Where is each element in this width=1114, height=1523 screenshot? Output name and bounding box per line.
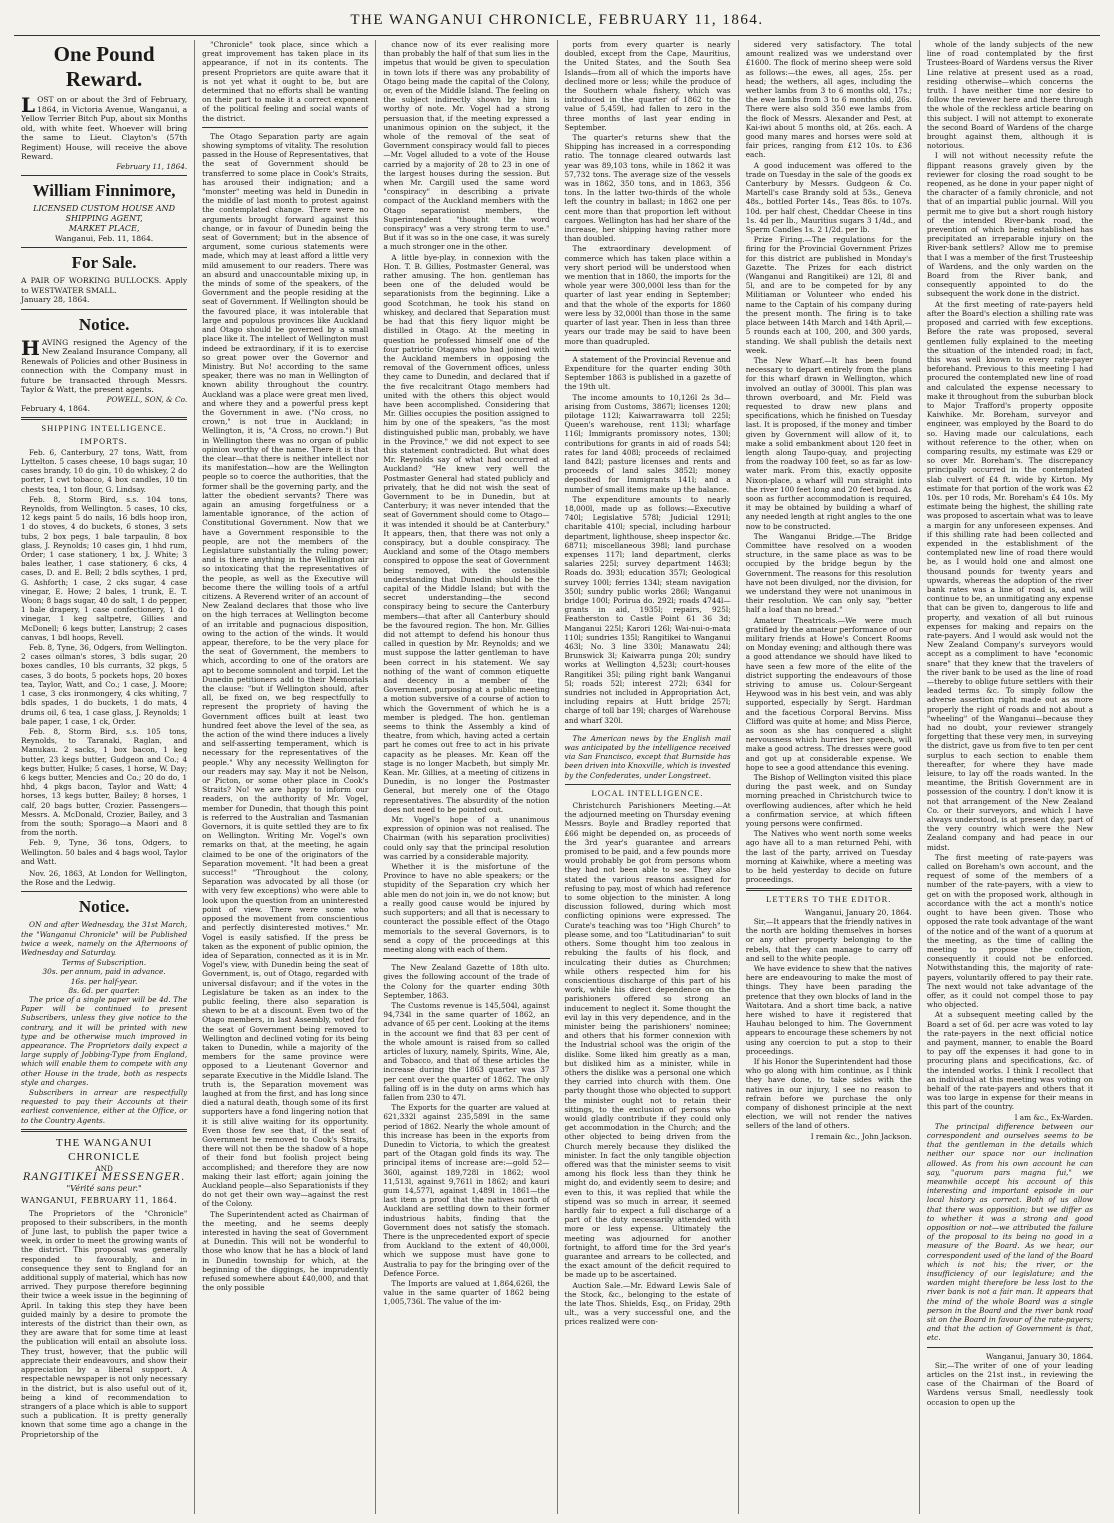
terms-arrears: Subscribers in arrear are respectfully requested to pay their Accounts at their earliest convenience, either at the Office, or to the Country Agents. [21, 1088, 188, 1125]
article-paragraph: The quarter's returns shew that the Shipping has increased in a corresponding ratio. The tonnage cleared outwards last year was 89,103 tons, while in 1862 it was 57,732 tons. The average size of the vessels was in 1862, 350 tons, and in 1863, 356 tons. In the latter two-thirds of the whole left the country in ballast; in 1862 one per cent more than that proportion left without cargoes. Wellington has had her share of the increase, her shipping having rather more than doubled. [564, 133, 731, 244]
notice2-title: Notice. [78, 897, 130, 917]
finnimore-ad-sub2: MARKET PLACE, [68, 223, 140, 233]
article-paragraph: The Natives who went north some weeks ago have all to a man returned Pehi, with the last of the party, arrived on Tuesday morning at Kaiwhike, where a meeting was to be held yesterday to decide on future proceedings. [745, 829, 912, 885]
article-paragraph: The Customs revenue is 145,504l, against 94,734l in the same quarter of 1862, an advance of 65 per cent. Looking at the items in the account we find that 83 per cent of the whole amount is raised from so called articles of luxury, namely, Spirits, Wine, Ale, and Tobacco, and that of these articles the increase during the 1863 quarter was 37 per cent over the quarter of 1862. The only falling off is in the duty on arms which has fallen from 230 to 47l. [383, 1000, 550, 1102]
letters-heading: LETTERS TO THE EDITOR. [766, 894, 892, 905]
article-paragraph: The Superintendent acted as Chairman of the meeting, and he seems deeply interested in having the seat of Government at Dunedin. This will not be wonderful to those who know that he has a block of land in Dunedin township for which, at the beginning of the diggings, he imprudently refused somewhere about £40,000, and that the only possible [202, 1209, 369, 1293]
import-entry: Feb. 8, Storm Bird, s.s. 105 tons, Reynolds, to Taranaki, Raglan, and Manukau. 2 sacks, 1 box bacon, 1 keg butter, 23 kegs butter, Gudgeon and Co.; 4 kegs butter, Hulke; 5 cases, 1 horse, W. Day; 6 kegs butter, Mencies and Co.; 20 do do, 1 hhd, 4 pkgs bacon, Taylor and Watt; 4 horses, 13 kegs butter, Bailey; 8 horses, 1 calf, 20 bags butter, Crozier. Passengers—Messrs. A. McDonald, Crozier, Bailey, and 3 from the south; Sporago—a Maori and 8 from the north. [21, 726, 188, 838]
notice1-body [21, 335, 188, 395]
divider [565, 729, 731, 730]
letter-paragraph: If his Honor the Superintendent had those who go along with him continue, as I think they have done, to take sides with the natives in our injury, I see no reason to refrain before we purchase the only company of dishonest principle at the next election, we will not render the natives sellers of the land of others. [745, 1056, 912, 1131]
reward-ad-text: OST on or about the 3rd of February, 1864, in Victoria Avenue, Wanganui, a Yellow Terrier Bitch Pup, about six Months old, with white feet. Whoever will bring the same to Lieut. Clayton's (57th Regiment) House, will receive the above Reward. [21, 95, 188, 161]
notice1-sign: POWELL, SON, & Co. [106, 394, 188, 404]
sale-ad-body: A PAIR OF WORKING BULLOCKS. Apply to WESTWATER SMALL. [21, 276, 188, 295]
notice1-text: AVING resigned the Agency of the New Zealand Insurance Company, all Renewals of Policies and other Business in connection with the Company must in future be transacted through Messrs. Taylor & Watt, the present agents. [21, 337, 188, 395]
article-paragraph: The New Wharf.—It has been found necessary to depart entirely from the plans for this wharf drawn in Wellington, which involved an outlay of 3000l. This plan was thrown overboard, and Mr. Field was requested to draw new plans and specifications, which he finished on Tuesday last. It is proposed, if the money and timber given by Government will allow of it, to make a solid embankment about 120 feet in length along Taupo-quay, and projecting from the roadway 100 feet, so as far as low-water mark. From this, exactly opposite Nixon-place, a wharf will run straight into the river 100 feet long and 20 feet broad. As soon as further accommodation is required, it may be obtained by building a wharf of any needed length at right angles to the one now to be constructed. [745, 355, 912, 531]
article-paragraph: The Bishop of Wellington visited this place during the past week, and on Sunday morning preached in Christchurch twice to overflowing audiences, after which he held a confirmation service, at which fifteen young persons were confirmed. [745, 773, 912, 829]
divider [565, 350, 731, 351]
column-5 [739, 40, 920, 1514]
divider [746, 888, 912, 891]
article-paragraph: Auction Sale.—Mr. Edward Lewis Sale of the Stock, &c., belonging to the estate of the late Thos. Shields, Esq., on Friday, 29th ult., was a very successful one, and the prices realized were con- [564, 1280, 731, 1327]
column-3 [376, 40, 557, 1514]
letter-paragraph: whole of the landy subjects of the new line of road contemplated by the first Trustees-Board of Wardens versus the River Line relative at present used as a road, residing otherwise—which concerns the truth. I have neither time nor desire to follow the reviewer here and there through the whole of the reckless article bearing on this subject. I will not attempt to exonerate the second Board of Wardens of the charge brought against them, although it is notorious. [926, 40, 1094, 151]
article-paragraph: Christchurch Parishioners Meeting.—At the adjourned meeting on Thursday evening Messrs. Boyle and Bradley reported that £66 might be depended on, as proceeds of the 3rd year's guarantee and arrears promised to be paid, and a few pounds more would probably be got from persons whom they had not been able to see. They also stated the various reasons assigned for refusing to pay, most of which had reference to some objection to the minister. A long discussion followed, during which most conflicting opinions were expressed. The Curate's teaching was too "High Church" to please some, and too "Latitudinarian" to suit others. Some thought him too zealous in rebuking the faults of his flock, and inculcating their duties as Churchmen; while others respected him for his conscientious discharge of this part of his work, while his direct dependence on the parishioners offered so strong an inducement to neglect it. Some thought the evil lay in this very dependence, and in the minister being the parishioners' nominee; and others that his former connexion with the Industrial school was the origin of the dislike. Some liked him greatly as a man, but disliked him as a minister, while in others the dislike was a personal one which they carried into church with them. One party thought those who objected to support the minister ought not to retain their sittings, to the exclusion of persons who would gladly contribute if they could only get accommodation in the Church; and the other objected to being driven from the Church merely because they disliked the minister. In fact the only tangible objection offered was that the minister seems to visit among his flock less than they think he might do, and evidently seem to desire; and even to this, it was replied that while the stipend was so much in arrear, it seemed hardly fair to expect a full discharge of a part of the duty necessarily attended with more or less expense. Ultimately the meeting was adjourned for another fortnight, to afford time for the 3rd year's guarantee and arrears to be collected, and the exact amount of the deficit required to be made up to be ascertained. [564, 801, 731, 1280]
article-paragraph: The Otago Separation party are again showing symptoms of vitality. The resolution passed in the House of Representatives, that the seat of Government should be transferred to some place in Cook's Straits, has aroused their indignation; and a "monster" meeting was held in Dunedin in the middle of last month to protest against the contemplated change. There were no arguments brought forward against this change, or in favour of Dunedin being the seat of Government; but in the absence of argument, some curious statements were made, which may at least afford a little very mild amusement to our readers. There was an absurd and unaccountable mixing up, in the minds of some of the speakers, of the Government and the people residing at the seat of Government. If Wellington should be the favoured place, it was intolerable that large and populous provinces like Auckland and Otago should be governed by a small place like it. The intellect of Wellington must indeed be extraordinary, if it is to exercise so great power over the Governor and Ministry. But No! according to the same speaker, there was no man in Wellington of known ability throughout the country. Auckland was a place were great men lived, and where they and a powerful press kept the Government in awe. ("No cross, no crown," is not true in Auckland; in Wellington, it is, "A Cross, no crown.") But in Wellington there was no organ of public opinion worthy of the name. There it is that the clear—that there is neither intellect nor its manifestation—how are the Wellington people so to coerce the authorities, that the former shall be the governing party, and the latter the obedient servants? There was again an amusing forgetfulness or a lamentable ignorance, of the action of Constitutional Government. Now that we have a Government responsible to the people, are not the members of the Legislature substantially the ruling power; and is there anything in the Wellington air so intoxicating that the representatives of the people, as well as the Executive will become there the willing tools of a artful citizens. A Reverend writer of an account of New Zealand declares that those who live on the high terraces at Wellington become of an irritable and pugnacious disposition, owing to the action of the winds. It would appear, therefore, to be the very place for the seat of Government, the members to which, according to one of the orators are apt to become somnolent and torpid. Let the Dunedin petitioners add to their Memorials the clause: "but if Wellington should, after all, be fixed on, we beg respectfully to represent the propriety of having the Government offices built at least two hundred feet above the level of the sea, as the action of the wind there induces a lively and self-asserting temperament, which is necessary for the representatives of the people." Why any necessity Wellington for our readers may say. May it not be Nelson, or Picton, or some other place in Cook's Straits? No! we are happy to inform our readers, on the authority of Mr. Vogel, member for Dunedin, that though this point is referred to the Australian and Tasmanian Governors, it is quite settled they are to fix on Wellington. Writing Mr. Vogel's own remarks on that, at the meeting, he again claimed to be one of the originators of the Separation movement. "It had been a great success!" "Throughout the colony, Separation was advocated by all those (or with very few exceptions) who were able to look upon the question from an uninterested point of view. There were some who opposed the movement from conscientious and perfectly disinterested motives." Mr. Vogel is easily satisfied. If the press be taken as the exponent of public opinion, the idea of Separation, connected as it is in Mr. Vogel's view, with Dunedin being the seat of Government, is, out of Otago, regarded with universal disfavour; and if the votes in the Legislature be taken as an index to the public feeling, there also separation is shewn to be at a discount. Even two of the Otago members, in last Assembly, voted for the seat of Government being removed to Wellington and declined voting for its being taken to Dunedin, while a majority of the members for the same province were opposed to a Lieutenant Governor and separate Executive in the Middle Island. The truth is, the Separation movement was laughed at from the first, and has long since died a natural death, though some of its first supporters have a fond lingering notion that it is still alive waiting for its opportunity. Even those few see that, if the seat of Government be removed to Cook's Straits, there will not then be the shadow of a hope of their fond but foolish project being accomplished; and therefore they are now making their last effort; again joining the Auckland people—also Separationists if they do not get their own way—against the rest of the Colony. [202, 131, 369, 1209]
article-paragraph: The Exports for the quarter are valued at 621,332l against 235,589l in the same period of 1862. Nearly the whole amount of this increase has been in the exports from Dunedin to Victoria, to which the greatest part of the Otagan gold finds its way. The principal items of increase are:—gold 52—360l, against 189,728l in 1862; wool 11,513l, against 9,761l in 1862; and kauri gum 14,577l, against 1,489l in 1861—the last item a proof that the natives north of Auckland are settling down to their former industrious habits, finding that the Government does not satisfy the stomach. There is the unprecedented export of specie from Auckland to the extent of 40,000l, which we suppose must have gone to Australia to pay for the bringing over of the Defence Force. [383, 1103, 550, 1278]
letter-paragraph: I will not without necessity refute the flippant reasons gravely given by the reviewer for closing the road sought to be reopened, as he done in your paper night of the character of a family chronicle, and not that of an impartial public journal. Will you permit me to give but a short rough history of the intended River-bank road, the prevention of which being established has precipitated an irreparable injury on the River-bank settlers? Allow me to premise that I was a member of the first Trusteeship of Wardens, and the only warden on the Board from the River bank, and consequently appointed to do the subsequent the work done in the district. [926, 151, 1094, 299]
newspaper-columns [14, 40, 1100, 1514]
column-2 [195, 40, 376, 1514]
article-paragraph: chance now of its ever realising more than probably the half of that sum lies in the impetus that would be given to speculation in town lots if there was any probability of Otago being made the capital of the Colony, or, even of the Middle Island. The feeling on the subject indirectly shown by him is worthy of note. Mr. Vogel had a strong persuasion that, if the meeting expressed a unanimous opinion on the subject, it the whole of the removal of the seat of Government conspiracy would fall to pieces—Mr. Vogel alluded to a vote of the House carried by a majority of 28 to 23 in one of the largest houses during the session. But when Mr. Cargill used the same word "conspiracy" in describing a private compact of the Auckland members with the Otago separationist members, the Superintendent "thought the word conspiracy" was a very strong term to use." But if it was so in the one case, it was surely a much stronger one in the other. [383, 40, 550, 252]
local-intelligence-heading: LOCAL INTELLIGENCE. [591, 787, 704, 798]
divider [383, 958, 549, 959]
divider [21, 175, 187, 176]
terms-heading: Terms of Subscription. [62, 958, 147, 968]
divider [21, 247, 187, 248]
letter-signature: I remain &c., John Jackson. [810, 1131, 912, 1141]
article-paragraph: The expenditure amounts to nearly 18,000l, made up as follows:—Executive 740l; Legislative 578l; Judicial 1291l; charitable 410l; special, including harbour department, lighthouse, sheep inspector &c. 6871l; miscellaneous 398l; land purchase expenses 117l; land department, clerks salaries 225l; survey department 1463l; Roads do. 393l; education 357l; Geological survey 100l; ferries 134l; steam navigation 350l; sundry public works 286l; Wanganui bridge 100l; Porirua do. 292l; roads 4744l—grants in aid, 1935l; repairs, 925l; Featherston to Castle Point 61 36 3d; Manganui 225l; Karori 126l; Wai-nui-o-mata 110l; sundries 135l; Rangitikei to Wanganui 463l; No. 3 line 330l; Manawatu 24l; Brunswick 3l; Kaiwarra punga 20l; sundry works at Wellington 4,523l; court-houses Rangitikei 35l; piling right bank Wanganui 5l; roads 52l; interest 272l; 634l for sundries not included in Appropriation Act, including repairs at Hutt bridge 257l; charge of toll bar 19l; charges of Warehouse and wharf 320l. [564, 494, 731, 725]
divider [21, 891, 187, 892]
paper-banner-sub: RANGITIKEI MESSENGER. [23, 1172, 186, 1184]
column-6 [920, 40, 1100, 1514]
article-paragraph: "Chronicle" took place, since which a great improvement has taken place in its appearance, if not in its contents. The present Proprietors are quite aware that it is not yet what it ought to be, but are determined that no efforts shall be wanting on their part to make it a correct exponent of the political feeling and social wants of the district. [202, 40, 369, 123]
letter-paragraph: At the first meeting of rate-payers held after the Board's election a shilling rate was proposed and carried with few exceptions. Before the rate was proposed, several gentlemen fully explained to the meeting the situation of the intended road; in fact, this was well known to every rate-payer beforehand. Previous to this meeting I had procured the contemplated new line of road and calculated the expense necessary to make it throughout from the suburban block to Major Trafford's property opposite Kaiwhike. Mr. Boreham, surveyor and engineer, was employed by the Board to do so. Having made our calculations, each without reference to the other, when on comparing results, my estimate was £29 or so over Mr. Boreham's. The discrepancy principally occurred in the contemplated slab culvert of £4 ft. wide by Kirton. My estimate for that portion of the work was £2 10s. per 10 rods, Mr. Boreham's £4 10s. My estimate being the highest, the shilling rate was proposed to ascertain what was to leave a margin for any unforeseen expenses. And if this shilling rate had been collected and expended in the establishment of the contemplated new line of road there would be, as I would hold one and almost one thousand pounds for twenty years and upwards, whereas the adoption of the river bank rates was a line of road is, and will continue to be, an unmitigating any expense that can be given to, dangerous to life and property, and vexation of all but ruinous expenses for making and repairs on the rate-payers. And I would ask would not the New Zealand Company's surveyors would accept as a compliment to have "economic snare" that they knew that the travelers of the river bank to be used as the line of road—thereby to oblige future settlers with their leaded terms &c. To simply follow the adverse assertion right made out as more properly the right of roads and not about a "wheeling" of the Wanganui—because they had no doubt, your reviewer strangely forgetting that these very men, in surveying the district, gave us from five to ten per cent surplus to each section to enable them thereafter, for where they have made leisure, to lay off the roads wanted. In the meantime, the British Government are in possession of the country. I don't know it is not that arrangement of the New Zealand Co. or their surveyors, and which I have always understood, is at present day, part of the very country which were the New Zealand company and had peace in our midst. [926, 299, 1094, 852]
divider [21, 309, 187, 310]
notice2-body: ON and after Wednesday, the 31st March, the "Wanganui Chronicle" will be Published twice a week, namely on the Afternoons of Wednesday and Saturday. [21, 920, 188, 957]
notice1-title: Notice. [78, 314, 130, 334]
article-paragraph: ports from every quarter is nearly doubled, except from the Cape, Mauritius, the United States, and the South Sea Islands—from all of which the imports have declined more or less; while the produce of the Southern whale fishery, which was introduced in the quarter of 1862 to the value of 5,459l, had fallen to zero in the three months of last year ending in September. [564, 40, 731, 132]
terms-item: 30s. per annum, paid in advance. [42, 967, 166, 977]
reward-ad-date: February 11, 1864. [116, 161, 188, 171]
sale-ad-title: For Sale. [71, 253, 137, 273]
letter-signature: I am &c., Ex-Warden. [1014, 1112, 1094, 1122]
shipping-heading: SHIPPING INTELLIGENCE. [41, 423, 167, 434]
finnimore-ad-title: William Finnimore, [32, 180, 176, 200]
paper-banner-and: AND [95, 1163, 113, 1173]
article-paragraph: The Imports are valued at 1,864,626l, the value in the same quarter of 1862 being 1,005,736l. The value of the im- [383, 1279, 550, 1307]
article-paragraph: sidered very satisfactory. The total amount realized was we understand over £1600. The flock of merino sheep were sold as follows:—the ewes, all ages, 25s. per head; the wethers, all ages, including the wether lambs from 3 to 6 months old, 17s.; the ewe lambs from 3 to 6 months old, 26s. There were also sold 350 ewe lambs from the flock of Messrs. Alexander and Pest, at Kai-iwi about 5 months old, at 26s. each. A good many mares and horses were sold at fair prices, ranging from £12 10s. to £36 each. [745, 40, 912, 160]
article-paragraph: Whether it is the misfortune of the Province to have no able speakers; or the stupidity of the Separation cry which her able men do not join in, we do not know; but a really good cause would be injured by such supporters; and all that is necessary to counteract the possible effect of the Otago memorials to the several Governors, is to send a copy of the proceedings at this meeting along with each of them. [383, 862, 550, 954]
terms-item: 8s. 6d. per quarter. [68, 985, 140, 995]
column-1 [14, 40, 195, 1514]
article-paragraph: Prize Firing.—The regulations for the firing for the Provincial Government Prizes for this district are published in Monday's Gazette. The Prizes for each district (Wanganui and Rangitikei) are 12l, 8l and 5l, and are to be competed for by any Militiaman or Volunteer who ended his name to the Captain of his company during the present month. The firing is to take place between 14th March and 14th April,—5 rounds each at 100, 200, and 300 yards, standing. We shall publish the details next week. [745, 235, 912, 355]
article-paragraph: A statement of the Provincial Revenue and Expenditure for the quarter ending 30th September 1863 is published in a gazette of the 19th ult. [564, 354, 731, 392]
column-4 [558, 40, 739, 1514]
article-paragraph: Mr. Vogel's hope of a unanimous expression of opinion was not realised. The Chairman (with his separation proclivities) could only say that the principal resolution was carried by a considerable majority. [383, 815, 550, 861]
article-paragraph: The income amounts to 10,126l 2s 3d—arising from Customs, 3867l; licenses 120l; pilotage 112l; Kaiwarrawarra toll 225l; Queen's warehouse, rent 113l; wharfage 116l; Immigrants promissory notes, 130l; contributions for grants in aid of roads 54l; rates for land 408l; proceeds of reclaimed land 842l; pasture licenses and rents and proceeds of land sales 3852l; money deposited for Immigrants 141l; and a number of small items make up the balance. [564, 392, 731, 494]
import-entry: Feb. 6, Canterbury, 27 tons, Watt, from Lyttelton. 5 cases cheese, 10 bags sugar, 10 cases brandy, 10 do gin, 10 do whiskey, 2 do porter, 1 cwt tobacco, 4 box candles, 10 tin chests tea, 1 ton flour, G. Lindsay. [21, 447, 188, 494]
letter-paragraph: The first meeting of rate-payers was called on Boreham's own account, and the request of some of the members of a number of the rate-payers, with a view to get on with the proposed work, although in accordance with the act a month's notice ought to have been given. Those who opposed the rate took advantage of the want of the notice and of the want of a quorum at the meeting, as the time of calling the meeting to propose the collection, consequently it could not be enforced. Notwithstanding this, the majority of rate-payers, voluntarily offered to pay their rate. The next would not take advantage of the offer, as it could not compel those to pay who objected. [926, 852, 1094, 1010]
letter-paragraph: At a subsequent meeting called by the Board a set of 6d. per acre was voted to lay the rate-payers in the next official notice and payment, manner, to enable the Board to pay off the expenses it had gone to in procuring plans and specifications, &c. of the intended works. I think I recollect that an individual at this meeting was voting on behalf of the rate-payers and others that it was too large in expense for their means in this part of the country. [926, 1010, 1094, 1112]
article-paragraph: The American news by the English mail was anticipated by the intelligence received via San Francisco, except that Burnside has been driven into Knoxville, which is invested by the Confederates, under Longstreet. [564, 733, 731, 780]
letter-date: Wanganui, January 30, 1864. [985, 1351, 1094, 1361]
drop-cap-H: H [21, 335, 40, 360]
divider [565, 784, 731, 785]
terms-note: The price of a single paper will be 4d. The Paper will be continued to present Subscribers, unless they give notice to the contrary, and it will be printed with new type and be otherwise much improved in appearance. The Proprietors daily expect a large supply of Jobbing-Type from England, which will enable them to compete with any other House in the trade, both as respects style and charges. [21, 994, 188, 1087]
import-entry: Feb. 9, Tyne, 36 tons, Odgers, to Wellington. 50 bales and 4 bags wool, Taylor and Watt. [21, 838, 188, 866]
article-paragraph: A good inducement was offered to the trade on Tuesday in the sale of the goods ex Canterbury by Messrs. Gudgeon & Co. Martell's case Brandy sold at 53s., Geneva 48s., bottled Porter 14s., Teas 86s. to 107s. 10d. per half chest, Cheddar Cheese in tins 1s. 4d per lb., Mauritius sugars 3 1/4d., and Sperm Candles 1s. 2 1/2d. per lb. [745, 160, 912, 235]
drop-cap-L: L [21, 93, 36, 117]
letter-date: Wanganui, January 20, 1864. [804, 907, 912, 917]
paper-motto: "Vérité sans peur." [66, 1184, 142, 1194]
editor-note: The principal difference between our correspondent and ourselves seems to be that the gentleman in the details which neither our space nor our inclination allowed. As from his own account he can say, "quorum pars magna fui," we meanwhile accept his account of this interesting and important episode in our local history as correct. Both of us allow that there was opposition; but we differ as to whether it was a strong and good opposition or not—we attributed the failure of the proposal to its being no good in a measure of the Board. As we hear, our correspondent used of the land of the Board which is not his; the river, or the insufficiency of our legislature; and the warden might therefore be less lost to the river bank is not a fair man. It appears that the mind of the whole Board was a single person in the Board and the river bank road sit on the Board in favour of the rate-payers; and that the action of Government is that, etc. [926, 1121, 1094, 1343]
masthead [14, 6, 1100, 36]
divider [21, 1129, 187, 1132]
divider [927, 1347, 1093, 1348]
letter-paragraph: We have evidence to shew that the natives here are endeavouring to make the most of things. They have been parading the pretence that they own blocks of land in the Waitotara. And a short time back, a native here wished to have it registered that Hauhau belonged to him. The Government appears to encourage these schemers by not using any coercion to put a stop to their proceedings. [745, 963, 912, 1056]
reward-ad-title: One Pound Reward. [53, 42, 155, 91]
letter-paragraph: Sir,—The writer of one of your leading articles on the 21st inst., in reviewing the case of the Chairman of the Board of Wardens versus Small, needlessly took occasion to open up the [926, 1360, 1094, 1407]
article-paragraph: Amateur Theatricals.—We were much gratified by the amateur performance of our military friends at Howe's Concert Rooms on Monday evening; and although there was a good attendance we should have liked to have seen a few more of the elite of the district supporting the endeavours of those striving to amuse us. Colour-Sergeant Heywood was in his best vein, and was ably supported, especially by Sergt. Hardman and the facetious Corporal Bervins. Miss Clifford was quite at home; and Miss Pierce, as soon as she has conquered a slight nervousness which hurries her speech, will make a good actress. The dresses were good and got up at considerable expense. We hope to see a good attendance this evening. [745, 615, 912, 772]
finnimore-ad-sub1: LICENSED CUSTOM HOUSE AND SHIPPING AGENT, [33, 203, 176, 223]
divider [21, 417, 187, 420]
article-paragraph: The New Zealand Gazette of 18th ulto. gives the following account of the trade of the Colony for the quarter ending 30th September, 1863. [383, 963, 550, 1000]
divider [202, 127, 368, 128]
paper-banner: THE WANGANUI CHRONICLE [55, 1136, 153, 1163]
dateline: WANGANUI, FEBRUARY 11, 1864. [21, 1196, 178, 1206]
finnimore-ad-date: Wanganui, Feb. 11, 1864. [54, 233, 154, 243]
letter-paragraph: Sir,—It appears that the friendly natives in the north are holding themselves in horses or any other property belonging to the rebels, that they can manage to carry off and sell to the white people. [745, 916, 912, 963]
sale-ad-date: January 28, 1864. [21, 295, 90, 305]
imports-heading: IMPORTS. [80, 436, 128, 446]
notice1-date: February 4, 1864. [21, 403, 90, 413]
reward-ad-body [21, 95, 187, 162]
terms-item: 16s. per half-year. [70, 976, 138, 986]
ledwig-entry: Nov. 26, 1863, At London for Wellington, the Rose and the Ledwig. [21, 868, 188, 888]
import-entry: Feb. 8, Tyne, 36, Odgers, from Wellington. 2 cases oilman's stores, 3 bdls sugar, 20 boxes candles, 10 bls currants, 32 pkgs, 5 cases, 3 do boots, 5 pockets hops, 20 boxes tea, Taylor, Watt, and Co.; 1 case, J. Moore; 1 case, 3 cks ironmongery, 4 cks whiting, 7 bdls spades, 1 do buckets, 1 do mats, 4 drums oil, 6 tea, 1 case glass, J. Reynolds; 1 bale paper, 1 case, 1 ck, Order. [21, 643, 188, 726]
import-entry: Feb. 8, Storm Bird, s.s. 104 tons, Reynolds, from Wellington. 5 cases, 10 cks, 12 kegs paint 5 do nails, 16 bdls hoop iron, 1 do stoves, 4 do buckets, 6 stones, 3 sets tubs, 2 box pegs, 1 bale tarpaulin, 8 box glass, J. Reynolds; 10 cases gin, 1 hhd rum, Order; 1 case stationery, 1 bx, J. White; 3 bales leather, 1 case stationery, 6 cks, 4 cases, D. and E. Bell; 2 bdls scythes, 1 prd, G. Ashforth; 1 case, 2 cks sugar, 4 case vinegar, E. Howe; 2 bales, 1 trunk, E. T. Woon; 8 bags sugar, 40 do salt, 1 do pepper, 1 bale drapery, 1 case confectionery, 1 do vinegar, 1 keg saltpetre, Gillies and McDonell; 6 kegs butter, Lanstrup; 2 cases canvas, 1 bdl hoops, Revell. [21, 494, 188, 642]
article-paragraph: The extraordinary development of commerce which has taken place within a very short period will be understood when we mention that in 1860, the imports for the whole year were 300,000l less than for the quarter of last year ending in September; and that the whole of the exports for 1860 were less by 32,000l than those in the same quarter of last year. Then in less than three years our trade may be said to have been more than quadrupled. [564, 244, 731, 346]
article-paragraph: A little bye-play, in connexion with the Hon. T. B. Gillies, Postmaster General, was rather amusing. The hon. gentleman has been one of the deluded would be separationists from the beginning. Like a good Scotchman, he took his stand on whiskey, and declared that Separation must be had that this fiery liquor might be distilled in Otago. At the meeting in question he professed himself one of the four patriotic Otagans who had joined with the Auckland members in opposing the removal of the Government offices, unless they came to Dunedin, and declared that if the five recalcitrant Otago members had united with the others this object would have been accomplished. Considering that Mr. Gillies occupies the position assigned to him by one of the speakers, "as the most distinguished public man, probably, we have in the Province," we did not expect to see this statement contradicted. But what does Mr. Reynolds say of what had occurred at Auckland? "He knew very well the Postmaster General had stated publicly and privately, that he did not wish the seat of Government to be in Dunedin, but at Canterbury; it was never intended that the seat of Government should come to Otago—it was intended it should be at Canterbury." It appears, then, that there was not only a conspiracy, but a double conspiracy. The Auckland and some of the Otago members conspired to oppose the seat of Government being removed, with the ostensible understanding that Dunedin should be the capital of the Middle Island; but with the secret understanding—the second conspiracy being to secure the Canterbury members—that after all Canterbury should be the favoured region. The hon. Mr. Gillies did not attempt to defend his honour thus called in question by Mr. Reynolds; and we must suppose the latter gentleman to have been correct in his statement. We say nothing of the want of common etiquette and decency in a member of the Government, purposing at a public meeting a motion subversive of a course of action to which the Government of which he is a member is pledged. The hon. gentleman seems to think the Assembly a kind of theatre, from which, having acted a certain part he comes out free to act in his private capacity as he pleases. Mr. Kean off the stage is no longer Macbeth, but simply Mr. Kean. Mr. Gillies, at a meeting of citizens in Dunedin, is no longer the Postmaster General, but merely one of the Otago representatives. The absurdity of the notion does not need to be pointed out. [383, 252, 550, 814]
article-paragraph: The Wanganui Bridge.—The Bridge Committee have resolved on a wooden structure, in the same place as was to be occupied by the bridge begun by the Government. The reasons for this resolution have not been divulged, nor the division, for we understand they were not unanimous in their resolution. We can only say, "better half a loaf than no bread." [745, 531, 912, 615]
editorial-paragraph: The Proprietors of the "Chronicle" proposed to their subscribers, in the month of June last, to publish the paper twice a week, in order to meet the growing wants of the district. This proposal was generally responded to favourably, and in consequence they sent to England for an additional supply of material, which has now arrived. They purpose therefore beginning their twice a week issue in the beginning of April. In taking this step they have been guided mainly by a desire to promote the interests of the district than their own, as they are aware that for some time at least the publication will entail an absolute loss. They trust, however, that the public will appreciate their endeavours, and show their appreciation by a liberal support. A respectable newspaper is not only necessary in the district, but is also useful out of it, being a kind of recommendation to strangers of a place which is able to support such a publication. It is pretty generally known that some time ago a change in the Proprietorship of the [21, 1208, 188, 1439]
masthead-title: THE WANGANUI CHRONICLE, FEBRUARY 11, 1864. [350, 12, 764, 28]
